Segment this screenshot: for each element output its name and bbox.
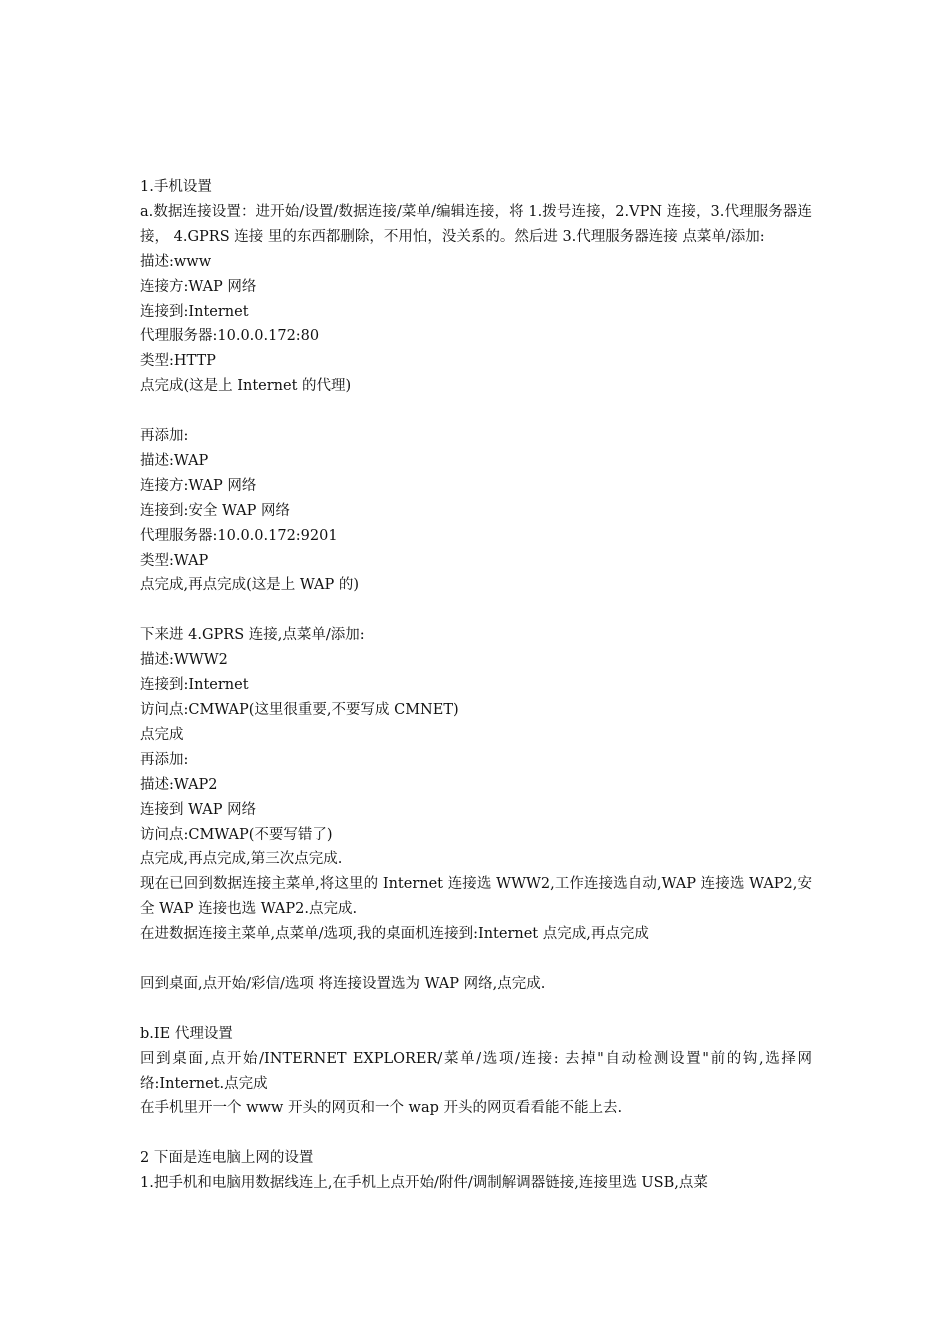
blank-line [140,947,812,972]
blank-line [140,997,812,1022]
text-line: 点完成,再点完成(这是上 WAP 的) [140,577,360,594]
text-line: 再添加: [140,428,189,445]
blank-line [140,598,812,623]
text-line: 点完成 [140,726,184,743]
text-line: 类型:WAP [140,552,209,569]
text-line: 连接方:WAP 网络 [140,278,257,295]
section-heading: 1.手机设置 [140,179,212,195]
section-heading: 2 下面是连电脑上网的设置 [140,1150,314,1167]
text-line: 连接方:WAP 网络 [140,477,257,494]
text-line: 连接到:Internet [140,677,249,694]
text-line: 描述:WWW2 [140,652,228,669]
text-line: 回到桌面,点开始/彩信/选项 将连接设置选为 WAP 网络,点完成. [140,975,546,992]
text-line: 代理服务器:10.0.0.172:9201 [140,527,338,544]
text-line: 连接到:Internet [140,303,249,320]
paragraph: 回到桌面,点开始/INTERNET EXPLORER/菜单/选项/连接: 去掉"自动检测设置"前的钩,选择网络:Internet.点完成 [140,1050,812,1092]
text-line: 再添加: [140,751,189,768]
text-line: 类型:HTTP [140,353,216,370]
blank-line [140,399,812,424]
text-line: 连接到:安全 WAP 网络 [140,502,291,519]
paragraph: 现在已回到数据连接主菜单,将这里的 Internet 连接选 WWW2,工作连接选自动,WAP 连接选 WAP2,安全 WAP 连接也选 WAP2.点完成. [140,876,812,918]
text-line: 访问点:CMWAP(这里很重要,不要写成 CMNET) [140,702,459,718]
text-line: 在进数据连接主菜单,点菜单/选项,我的桌面机连接到:Internet 点完成,再点完成 [140,926,649,943]
text-line: 点完成,再点完成,第三次点完成. [140,851,343,868]
text-line: 描述:WAP [140,452,209,469]
text-line: 访问点:CMWAP(不要写错了) [140,826,333,843]
text-line: 1.把手机和电脑用数据线连上,在手机上点开始/附件/调制解调器链接,连接里选 USB,点菜 [140,1175,708,1192]
text-line: 下来进 4.GPRS 连接,点菜单/添加: [140,627,365,644]
blank-line [140,1121,812,1146]
text-line: 连接到 WAP 网络 [140,801,257,818]
text-line: 代理服务器:10.0.0.172:80 [140,328,320,345]
text-line: 点完成(这是上 Internet 的代理) [140,378,352,395]
document-body [140,175,812,1196]
section-heading: b.IE 代理设置 [140,1025,233,1042]
text-line: 描述:WAP2 [140,776,218,793]
paragraph: a.数据连接设置：进开始/设置/数据连接/菜单/编辑连接，将 1.拨号连接，2.VPN 连接，3.代理服务器连接， 4.GPRS 连接 里的东西都删除，不用怕，没关系的。然后进 3.代理服务器连接 点菜单/添加: [140,203,812,245]
text-line: 描述:www [140,253,212,270]
text-line: 在手机里开一个 www 开头的网页和一个 wap 开头的网页看看能不能上去. [140,1100,623,1117]
